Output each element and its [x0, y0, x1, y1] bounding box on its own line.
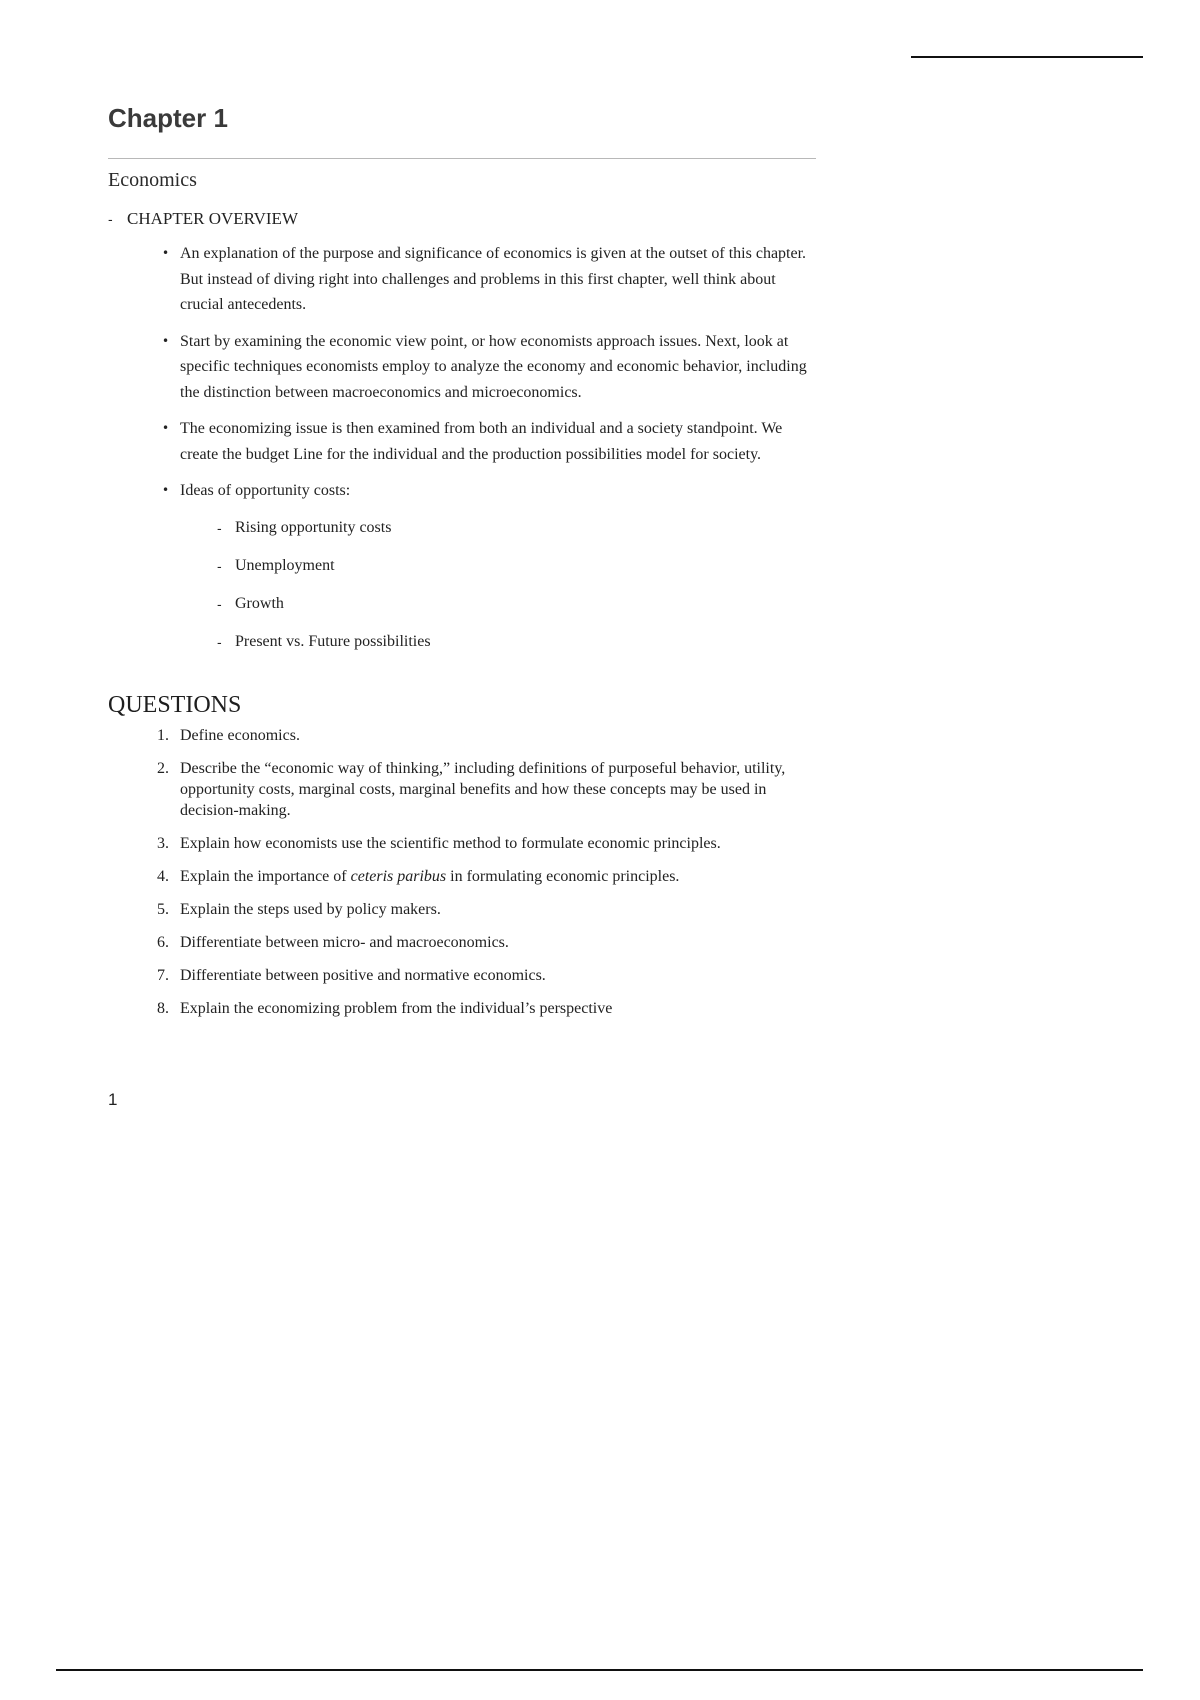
- question-number: 1.: [157, 726, 169, 744]
- question-item: [157, 998, 818, 1019]
- question-number: 6.: [157, 933, 169, 951]
- question-text: Differentiate between positive and normative economics.: [180, 966, 546, 984]
- question-text: Explain the steps used by policy makers.: [180, 900, 441, 918]
- bullet-text: Start by examining the economic view point, or how economists approach issues. Next, look at specific techniques economists employ to analyze the economy and economic behavior, including the distinction between macroeconomics and microeconomics.: [180, 332, 807, 401]
- bullet-text: An explanation of the purpose and significance of economics is given at the outset of this chapter. But instead of diving right into challenges and problems in this first chapter, well think about crucial antecedents.: [180, 245, 807, 313]
- chapter-title: Chapter 1: [108, 103, 228, 133]
- sublist-item-text: Present vs. Future possibilities: [235, 632, 431, 650]
- question-number: 4.: [157, 867, 169, 885]
- overview-bullet-item: [162, 329, 818, 406]
- sublist-item: [217, 591, 818, 617]
- document-body: [108, 98, 818, 1031]
- bullet-icon: •: [162, 333, 170, 348]
- question-item: [157, 965, 818, 986]
- question-text: Describe the “economic way of thinking,” including definitions of purposeful behavior, utility, opportunity costs, marginal costs, marginal benefits and how these concepts may be used in decision-making.: [180, 759, 786, 819]
- sublist-item: [217, 629, 818, 655]
- dash-icon: -: [217, 633, 222, 650]
- bullet-text: Ideas of opportunity costs:: [180, 482, 351, 499]
- opportunity-cost-sublist: [180, 515, 818, 655]
- question-item: [157, 899, 818, 920]
- question-text: Differentiate between micro- and macroeconomics.: [180, 933, 509, 951]
- title-divider: [108, 158, 816, 159]
- dash-icon: -: [217, 595, 222, 612]
- bullet-icon: •: [162, 483, 170, 497]
- overview-heading-text: CHAPTER OVERVIEW: [127, 209, 298, 228]
- question-number: 7.: [157, 966, 169, 984]
- dash-icon: -: [217, 519, 222, 536]
- question-text: Explain the economizing problem from the individual’s perspective: [180, 999, 613, 1017]
- sublist-item: [217, 553, 818, 579]
- header-rule: [911, 56, 1143, 58]
- question-number: 3.: [157, 834, 169, 852]
- questions-list: [108, 725, 818, 1019]
- question-text: Define economics.: [180, 726, 300, 744]
- overview-bullet-item: [162, 478, 818, 504]
- sublist-item-text: Growth: [235, 594, 284, 612]
- overview-heading: [108, 207, 818, 231]
- bullet-icon: •: [162, 246, 170, 260]
- question-item: [157, 758, 818, 821]
- bullet-text: The economizing issue is then examined from both an individual and a society standpoint. We create the budget Line for the individual and the production possibilities model for society.: [180, 420, 783, 463]
- subject-title: Economics: [108, 169, 197, 191]
- question-item: [157, 725, 818, 746]
- bullet-icon: •: [162, 421, 170, 435]
- dash-icon: -: [217, 557, 222, 574]
- overview-bullet-item: [162, 241, 818, 318]
- overview-bullet-list: [108, 241, 818, 504]
- overview-dash-marker: -: [108, 211, 113, 227]
- overview-bullet-item: [162, 416, 818, 467]
- question-text-after: in formulating economic principles.: [446, 867, 680, 885]
- page-number: 1: [108, 1090, 118, 1109]
- sublist-item: [217, 515, 818, 541]
- question-number: 8.: [157, 999, 169, 1017]
- question-item: [157, 866, 818, 887]
- questions-heading: QUESTIONS: [108, 691, 242, 718]
- question-text: [180, 868, 679, 885]
- question-number: 5.: [157, 900, 169, 918]
- question-item: [157, 833, 818, 854]
- question-item: [157, 932, 818, 953]
- question-text-before: Explain the importance of: [180, 867, 351, 885]
- question-text: Explain how economists use the scientific method to formulate economic principles.: [180, 834, 721, 852]
- sublist-item-text: Rising opportunity costs: [235, 518, 392, 536]
- sublist-item-text: Unemployment: [235, 556, 335, 574]
- question-number: 2.: [157, 759, 169, 777]
- question-text-emphasis: ceteris paribus: [350, 867, 447, 885]
- footer-rule: [56, 1669, 1143, 1671]
